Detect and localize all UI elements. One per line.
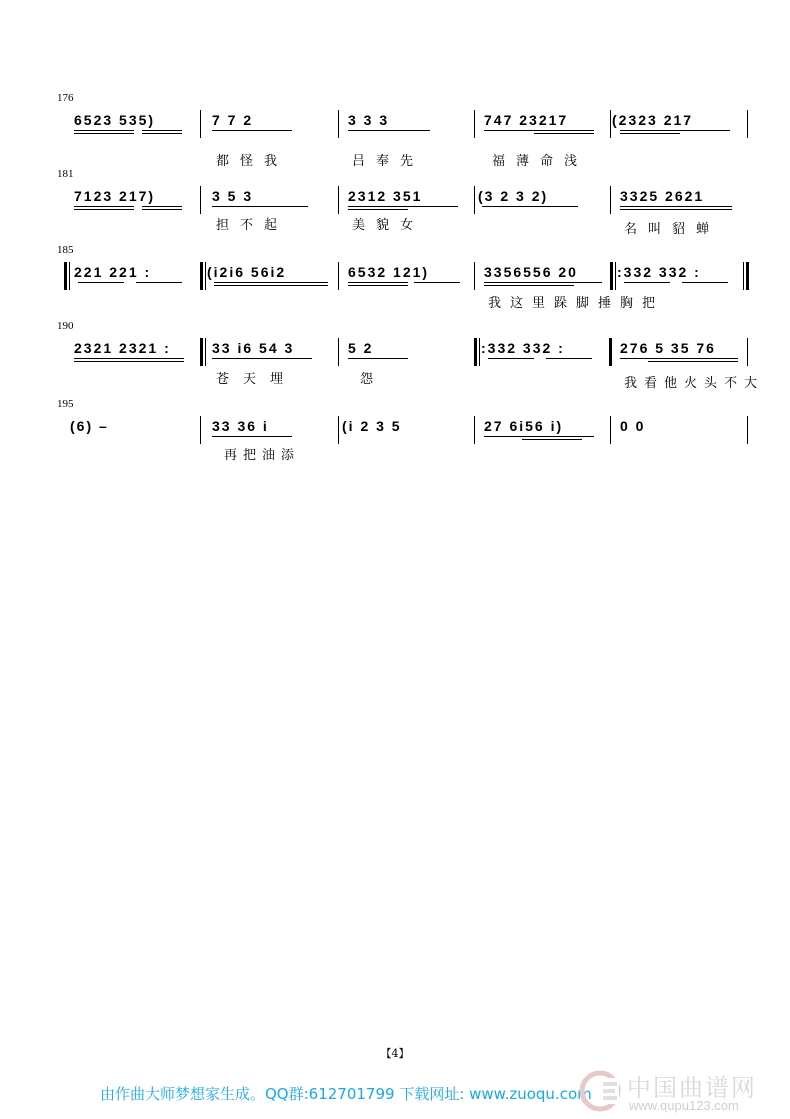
footer-credit: 由作曲大师梦想家生成。QQ群:612701799 下载网址: www.zuoqu.com (100, 1085, 592, 1103)
barline (205, 338, 206, 366)
system-3 (0, 244, 790, 322)
barline (479, 338, 480, 366)
barline (338, 262, 339, 290)
barline (200, 262, 203, 290)
measure: (i 2 3 5 (342, 418, 402, 434)
watermark-logo (567, 1068, 782, 1116)
barline (609, 338, 612, 366)
measure: :332 332 : (617, 264, 701, 280)
barline (200, 110, 201, 138)
barline (338, 416, 339, 444)
measure: 27 6i56 i) (484, 418, 564, 434)
lyric: 吕奉先 (352, 154, 425, 169)
barline (747, 338, 748, 366)
measure-number: 176 (57, 92, 74, 104)
notes-row (0, 416, 790, 448)
lyric: 怨 (360, 372, 385, 387)
barline (474, 186, 475, 214)
measure: (i2i6 56i2 (207, 264, 287, 280)
measure: 6532 121) (348, 264, 430, 280)
barline (338, 338, 339, 366)
measure: :332 332 : (481, 340, 565, 356)
lyric: 再把油添 (224, 448, 301, 463)
measure: (2323 217 (612, 112, 694, 128)
barline (338, 110, 339, 138)
watermark-url: www.qupu123.com (629, 1098, 739, 1113)
measure: (3 2 3 2) (478, 188, 549, 204)
system-2 (0, 168, 790, 246)
system-5 (0, 398, 790, 476)
measure: 3 3 3 (348, 112, 390, 128)
repeat-barline (64, 262, 67, 290)
lyric: 福薄命浅 (492, 154, 589, 169)
notes-row (0, 110, 790, 142)
barline (200, 186, 201, 214)
barline (743, 262, 744, 290)
barline (610, 262, 613, 290)
barline (474, 110, 475, 138)
notes-row (0, 262, 790, 294)
watermark-brand: 中国曲谱网 (627, 1074, 757, 1102)
repeat-barline (746, 262, 749, 290)
lyric: 名叫貂蝉 (624, 222, 721, 237)
measure: 6523 535) (74, 112, 156, 128)
lyric: 我看他火头不大 (624, 376, 765, 391)
barline (610, 110, 611, 138)
barline (474, 416, 475, 444)
barline (610, 416, 611, 444)
barline (610, 186, 611, 214)
measure: 7 7 2 (212, 112, 254, 128)
lyric: 我这里跺脚捶胸把 (488, 296, 665, 311)
lyric: 苍天埋 (216, 372, 298, 387)
system-1 (0, 92, 790, 170)
measure: 3325 2621 (620, 188, 705, 204)
measure: 276 5 35 76 (620, 340, 716, 356)
measure-number: 190 (57, 320, 74, 332)
measure-number: 181 (57, 168, 74, 180)
measure: 3 5 3 (212, 188, 254, 204)
barline (69, 262, 70, 290)
barline (205, 262, 206, 290)
measure: 221 221 : (74, 264, 152, 280)
measure: 747 23217 (484, 112, 569, 128)
measure: 0 0 (620, 418, 646, 434)
qupu-logo-icon (577, 1068, 623, 1114)
barline (474, 338, 477, 366)
barline (615, 262, 616, 290)
measure: 33 36 i (212, 418, 269, 434)
page-number: 【4】 (380, 1047, 410, 1060)
measure: 5 2 (348, 340, 374, 356)
lyric: 美貌女 (352, 218, 425, 233)
measure: 2312 351 (348, 188, 423, 204)
lyric: 担不起 (216, 218, 289, 233)
barline (474, 262, 475, 290)
measure: 3356556 20 (484, 264, 578, 280)
measure-number: 185 (57, 244, 74, 256)
barline (747, 110, 748, 138)
lyric: 都怪我 (216, 154, 289, 169)
system-4 (0, 320, 790, 398)
measure: 2321 2321 : (74, 340, 171, 356)
barline (338, 186, 339, 214)
barline (200, 338, 203, 366)
measure: 7123 217) (74, 188, 156, 204)
measure: 33 i6 54 3 (212, 340, 295, 356)
measure-number: 195 (57, 398, 74, 410)
measure: (6) – (70, 418, 109, 434)
notes-row (0, 338, 790, 370)
barline (747, 416, 748, 444)
barline (200, 416, 201, 444)
